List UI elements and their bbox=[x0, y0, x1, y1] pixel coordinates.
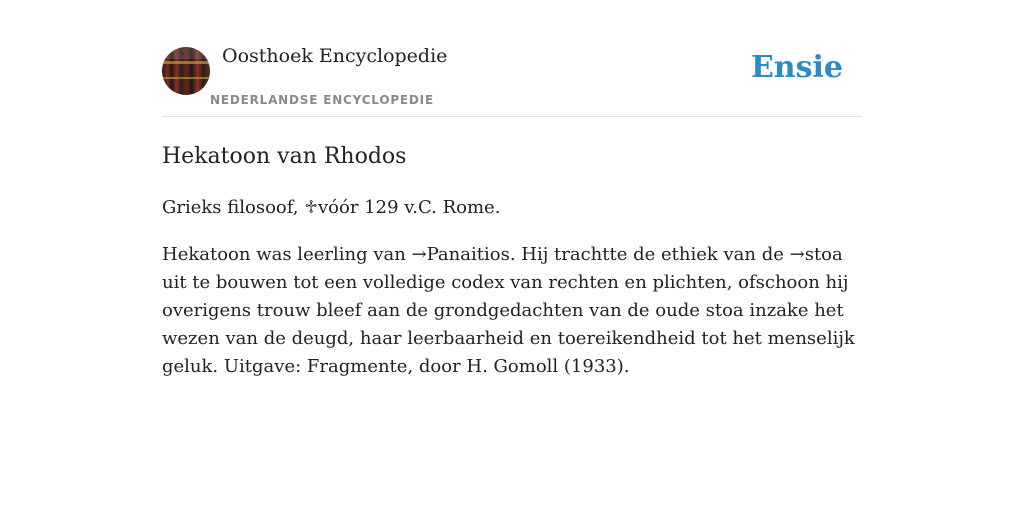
link-panaitios[interactable]: →Panaitios bbox=[411, 244, 510, 265]
encyclopedia-books-icon[interactable] bbox=[162, 47, 210, 95]
link-stoa[interactable]: →stoa bbox=[789, 244, 843, 265]
article-lead: Grieks filosoof, ♱vóór 129 v.C. Rome. bbox=[162, 197, 501, 218]
body-text: Hekatoon was leerling van bbox=[162, 244, 412, 265]
body-text: uit te bouwen tot een volledige codex van rechten en plichten, ofschoon hij overigens trouw bleef aan de grondgedachten van de oude stoa inzake het wezen van de deugd, haar leerbaarheid en toereikendheid tot het menselijk geluk. Uitgave: Fragmente, door H. Gomoll (1933). bbox=[162, 272, 855, 377]
brand-logo-link[interactable]: Ensie bbox=[750, 50, 843, 85]
body-text: . Hij trachtte de ethiek van de bbox=[509, 244, 790, 265]
site-title[interactable]: Oosthoek Encyclopedie bbox=[222, 45, 448, 67]
site-subtitle: NEDERLANDSE ENCYCLOPEDIE bbox=[210, 93, 434, 107]
article-title: Hekatoon van Rhodos bbox=[162, 144, 407, 169]
site-header bbox=[162, 0, 862, 117]
article-body bbox=[162, 241, 862, 381]
page-container bbox=[162, 0, 862, 381]
